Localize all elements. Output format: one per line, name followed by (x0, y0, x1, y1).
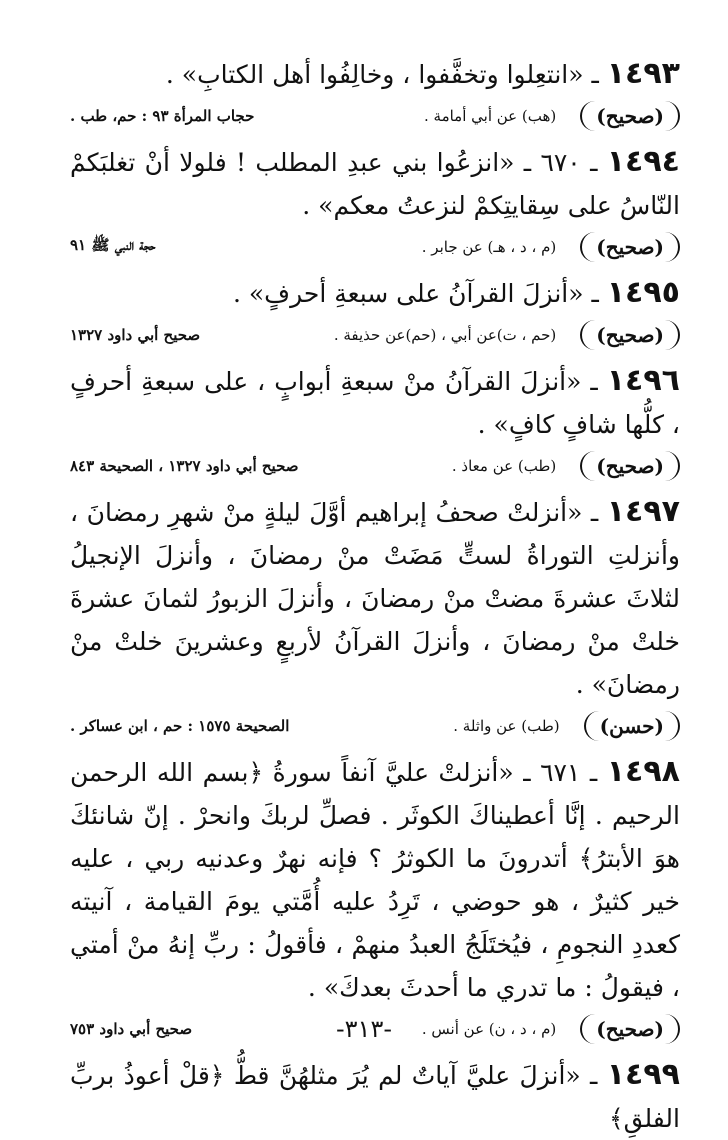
hadith-body: ـ ٦٧١ ـ «أنزلتْ عليَّ آنفاً سورةُ ﴿بسم الله الرحمن الرحيم . إنَّا أعطيناكَ الكوثَر . فصلِّ لربكَ وانحرْ . إنّ شانئكَ هوَ الأبترُ﴾ أتدرونَ ما الكوثرُ ؟ فإنه نهرٌ وعدنيه ربي ، عليه خير كثيرٌ ، هو حوضي ، تَرِدُ عليه أُمَّتي يومَ القيامة ، آنيته كعددِ النجومِ ، فيُختَلَجُ العبدُ منهمْ ، فأقولُ : ربِّ إنهُ منْ أمتي ، فيقولُ : ما تدري ما أحدثَ بعدكَ» . (70, 758, 680, 1002)
hadith-number: ١٤٩٣ (606, 56, 680, 91)
grade-badge: (صحيح) (580, 232, 680, 262)
hadith-number: ١٤٩٧ (606, 494, 680, 529)
hadith-1495 (70, 271, 680, 355)
verification-text: صحيح أبي داود ١٣٢٧ (70, 326, 201, 344)
hadith-body: ـ «أنزلتْ صحفُ إبراهيم أوَّلَ ليلةٍ منْ شهرِ رمضانَ ، وأنزلتِ التوراةُ لستٍّ مَضَتْ منْ رمضانَ ، وأنزلَ الإنجيلُ لثلاثَ عشرةَ مضتْ منْ رمضانَ ، وأنزلَ الزبورُ لثمانَ عشرةَ خلتْ منْ رمضانَ ، وأنزلَ القرآنُ لأربعٍ وعشرينَ خلتْ منْ رمضانَ» . (70, 498, 680, 699)
hadith-text (70, 490, 680, 706)
hadith-number: ١٤٩٨ (606, 754, 680, 789)
page-number: -٣١٣- (335, 1015, 392, 1043)
hadith-body: ـ «أنزلَ عليَّ آياتٌ لم يُرَ مثلهُنَّ قطُّ ﴿قلْ أعوذُ بربِّ الفلقِ﴾ (70, 1061, 680, 1133)
hadith-1494 (70, 140, 680, 267)
hadith-text (70, 359, 680, 446)
grade-badge: (صحيح) (580, 451, 680, 481)
reference-line (70, 446, 680, 486)
grade-badge: (صحيح) (580, 1014, 680, 1044)
hadith-number: ١٤٩٦ (606, 363, 680, 398)
hadith-body: ـ ٦٧٠ ـ «انزعُوا بني عبدِ المطلب ! فلولا أنْ تغلبَكمْ النّاسُ على سِقايتِكمْ لنزعتُ معكم» . (70, 148, 680, 220)
hadith-number: ١٤٩٩ (606, 1057, 680, 1092)
hadith-1498 (70, 750, 680, 1049)
sources-text: (هب) عن أبي أمامة . (423, 107, 557, 125)
hadith-1497 (70, 490, 680, 746)
reference-line (70, 315, 680, 355)
verification-text: صحيح أبي داود ٧٥٣ (70, 1020, 193, 1038)
hadith-body: ـ «أنزلَ القرآنُ على سبعةِ أحرفٍ» . (232, 279, 607, 308)
verification-text: حجة النبي ﷺ ٩١ (70, 236, 156, 254)
verification-text: حجاب المرأة ٩٣ : حم، طب . (70, 107, 255, 125)
sources-text: (طب) عن معاذ . (451, 457, 557, 475)
hadith-number: ١٤٩٥ (606, 275, 680, 310)
verification-text: صحيح أبي داود ١٣٢٧ ، الصحيحة ٨٤٣ (70, 457, 299, 475)
grade-badge: (صحيح) (580, 320, 680, 350)
sources-text: (م ، د ، ن) عن أنس . (421, 1020, 557, 1038)
hadith-text (70, 271, 680, 315)
sources-text: (حم ، ت)عن أبي ، (حم)عن حذيفة . (333, 326, 557, 344)
sources-text: (طب) عن واثلة . (453, 717, 560, 735)
hadith-text (70, 140, 680, 227)
sources-text: (م ، د ، هـ) عن جابر . (421, 238, 557, 256)
reference-line (70, 706, 680, 746)
hadith-text (70, 750, 680, 1009)
hadith-body: ـ «أنزلَ القرآنُ منْ سبعةِ أبوابٍ ، على سبعةِ أحرفٍ ، كلُّها شافٍ كافٍ» . (70, 367, 680, 439)
hadith-1496 (70, 359, 680, 486)
reference-line (70, 96, 680, 136)
hadith-body: ـ «انتعِلوا وتخفَّفوا ، وخالِفُوا أهل الكتابِ» . (165, 60, 607, 89)
hadith-1499 (70, 1053, 680, 1140)
grade-badge: (صحيح) (580, 101, 680, 131)
verification-text: الصحيحة ١٥٧٥ : حم ، ابن عساكر . (70, 717, 290, 735)
reference-line (70, 227, 680, 267)
hadith-number: ١٤٩٤ (606, 144, 680, 179)
hadith-text (70, 52, 680, 96)
grade-badge: (حسن) (584, 711, 680, 741)
hadith-1493 (70, 52, 680, 136)
hadith-text (70, 1053, 680, 1140)
